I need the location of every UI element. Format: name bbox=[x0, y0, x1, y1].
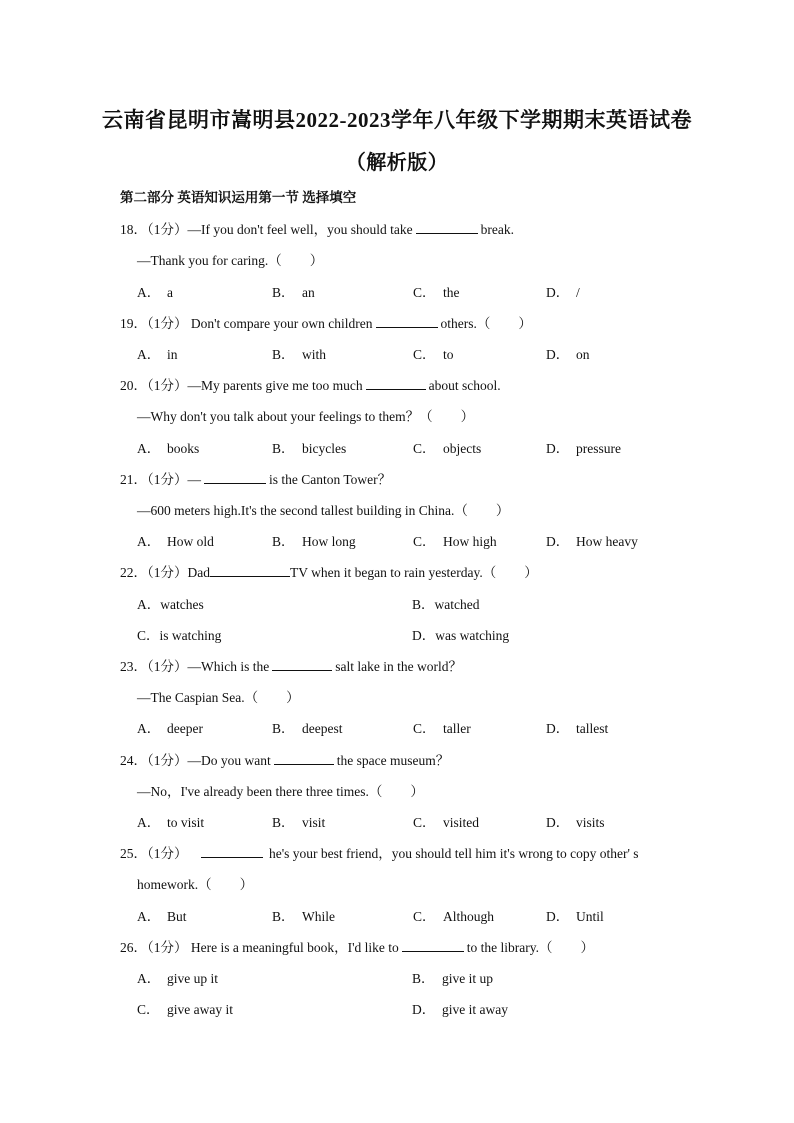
question-25-cont: homework.（ ） bbox=[137, 877, 254, 892]
q24-option-a[interactable]: A． to visit bbox=[137, 815, 205, 830]
q25-option-c[interactable]: C． Although bbox=[413, 909, 495, 924]
answer-blank bbox=[376, 314, 438, 328]
question-24: 24．（1分）—Do you want the space museum？ bbox=[120, 753, 450, 768]
q25-option-b[interactable]: B． While bbox=[272, 909, 335, 924]
q22-option-c[interactable]: C．is watching bbox=[137, 628, 222, 643]
q23-option-b[interactable]: B． deepest bbox=[272, 721, 343, 736]
question-20-reply: —Why don't you talk about your feelings to them？（ ） bbox=[137, 409, 475, 424]
q23-option-c[interactable]: C． taller bbox=[413, 721, 471, 736]
q18-option-b[interactable]: B． an bbox=[272, 285, 315, 300]
question-26: 26．（1分） Here is a meaningful book，I'd like to to the library.（ ） bbox=[120, 940, 594, 955]
q26-option-b[interactable]: B． give it up bbox=[412, 971, 493, 986]
q18-option-a[interactable]: A． a bbox=[137, 285, 173, 300]
question-21: 21．（1分）— is the Canton Tower？ bbox=[120, 472, 392, 487]
q18-option-d[interactable]: D． / bbox=[546, 285, 580, 300]
document-subtitle: （解析版） bbox=[345, 152, 449, 174]
q21-option-d[interactable]: D． How heavy bbox=[546, 534, 638, 549]
section-heading: 第二部分 英语知识运用第一节 选择填空 bbox=[120, 190, 357, 205]
question-24-reply: —No，I've already been there three times.（ ） bbox=[137, 784, 424, 799]
question-18: 18．（1分）—If you don't feel well，you should take break. bbox=[120, 222, 514, 237]
q26-option-a[interactable]: A． give up it bbox=[137, 971, 218, 986]
q25-option-d[interactable]: D． Until bbox=[546, 909, 604, 924]
q18-option-c[interactable]: C． the bbox=[413, 285, 460, 300]
q22-option-a[interactable]: A．watches bbox=[137, 597, 204, 612]
q24-option-b[interactable]: B． visit bbox=[272, 815, 326, 830]
document-title: 云南省昆明市嵩明县2022-2023学年八年级下学期期末英语试卷 bbox=[102, 108, 692, 132]
answer-blank bbox=[402, 938, 464, 952]
q19-option-d[interactable]: D． on bbox=[546, 347, 590, 362]
q24-option-d[interactable]: D． visits bbox=[546, 815, 605, 830]
q20-option-a[interactable]: A． books bbox=[137, 441, 200, 456]
q20-option-b[interactable]: B． bicycles bbox=[272, 441, 347, 456]
question-25: 25．（1分） he's your best friend，you should tell him it's wrong to copy other' s bbox=[120, 846, 639, 861]
q24-option-c[interactable]: C． visited bbox=[413, 815, 479, 830]
q25-option-a[interactable]: A． But bbox=[137, 909, 187, 924]
answer-blank bbox=[210, 563, 290, 577]
answer-blank bbox=[416, 220, 478, 234]
q23-option-d[interactable]: D． tallest bbox=[546, 721, 609, 736]
question-23: 23．（1分）—Which is the salt lake in the world？ bbox=[120, 659, 462, 674]
q22-option-b[interactable]: B．watched bbox=[412, 597, 480, 612]
question-21-reply: —600 meters high.It's the second tallest building in China.（ ） bbox=[137, 503, 510, 518]
q21-option-a[interactable]: A． How old bbox=[137, 534, 214, 549]
q22-option-d[interactable]: D．was watching bbox=[412, 628, 510, 643]
answer-blank bbox=[274, 751, 334, 765]
q20-option-c[interactable]: C． objects bbox=[413, 441, 482, 456]
q19-option-c[interactable]: C． to bbox=[413, 347, 454, 362]
q19-option-a[interactable]: A． in bbox=[137, 347, 178, 362]
q26-option-d[interactable]: D． give it away bbox=[412, 1002, 508, 1017]
question-19: 19．（1分） Don't compare your own children others.（ ） bbox=[120, 316, 532, 331]
q23-option-a[interactable]: A． deeper bbox=[137, 721, 203, 736]
answer-blank bbox=[272, 657, 332, 671]
q19-option-b[interactable]: B． with bbox=[272, 347, 327, 362]
q20-option-d[interactable]: D． pressure bbox=[546, 441, 621, 456]
question-22: 22．（1分）Dad TV when it began to rain yesterday.（ ） bbox=[120, 565, 538, 580]
q26-option-c[interactable]: C． give away it bbox=[137, 1002, 233, 1017]
q21-option-b[interactable]: B． How long bbox=[272, 534, 356, 549]
answer-blank bbox=[366, 376, 426, 390]
question-20: 20．（1分）—My parents give me too much about school. bbox=[120, 378, 501, 393]
answer-blank bbox=[201, 844, 263, 858]
q21-option-c[interactable]: C． How high bbox=[413, 534, 497, 549]
question-23-reply: —The Caspian Sea.（ ） bbox=[137, 690, 300, 705]
question-18-reply: —Thank you for caring.（ ） bbox=[137, 253, 324, 268]
answer-blank bbox=[204, 470, 266, 484]
